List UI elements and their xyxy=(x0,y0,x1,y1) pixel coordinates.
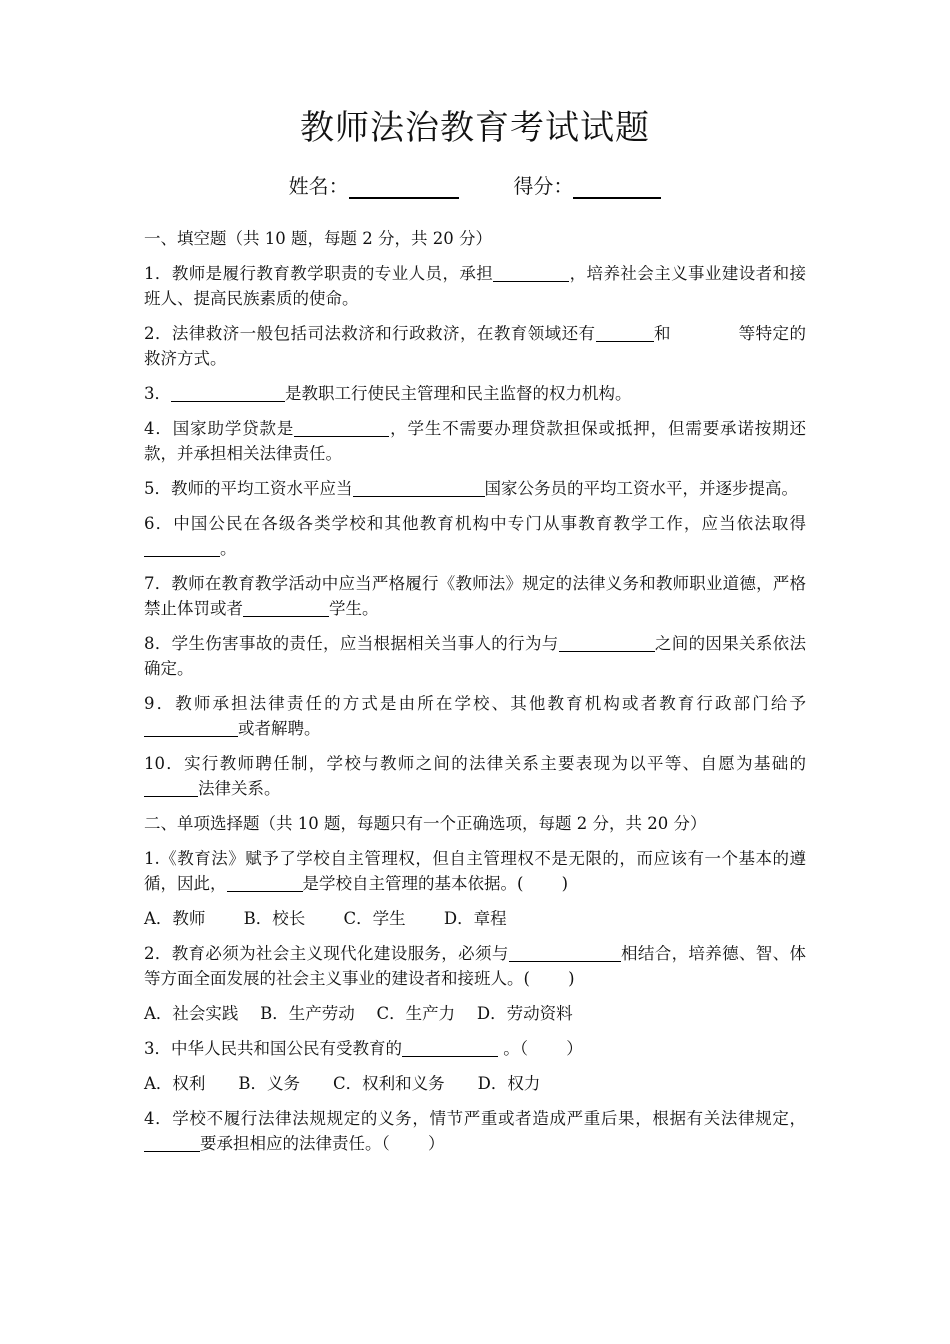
answer-blank[interactable] xyxy=(144,718,238,737)
score-blank[interactable] xyxy=(573,175,661,199)
question-text: 7．教师在教育教学活动中应当严格履行《教师法》规定的法律义务和教师职业道德，严格禁止体罚或者 xyxy=(144,574,806,618)
choice-options-1[interactable]: A．教师 B．校长 C．学生 D．章程 xyxy=(144,909,507,928)
question-text: 10．实行教师聘任制，学校与教师之间的法律关系主要表现为以平等、自愿为基础的 xyxy=(144,754,806,773)
section-heading-choice: 二、单项选择题（共 10 题，每题只有一个正确选项，每题 2 分，共 20 分） xyxy=(144,814,707,833)
question-text: ，学生不需要办理贷款担保或抵押，但需要承诺按期还款，并承担相关法律责任。 xyxy=(144,419,807,463)
fill-question-3 xyxy=(144,381,806,406)
fill-question-9 xyxy=(144,691,806,741)
question-text: 法律关系。 xyxy=(198,779,281,798)
answer-blank[interactable] xyxy=(402,1038,498,1057)
name-score-bar xyxy=(0,170,950,199)
answer-blank[interactable] xyxy=(596,323,654,342)
question-text: 是教职工行使民主管理和民主监督的权力机构。 xyxy=(285,384,632,403)
question-text: 相结合，培养德、智、体等方面全面发展的社会主义事业的建设者和接班人。( ) xyxy=(144,944,807,988)
answer-blank[interactable] xyxy=(294,418,389,437)
answer-blank[interactable] xyxy=(353,478,485,497)
question-text: 9．教师承担法律责任的方式是由所在学校、其他教育机构或者教育行政部门给予 xyxy=(144,694,806,713)
question-text: 2．法律救济一般包括司法救济和行政救济，在教育领域还有 xyxy=(144,324,596,343)
answer-blank[interactable] xyxy=(144,778,198,797)
choice-question-2 xyxy=(144,941,806,991)
question-text: 是学校自主管理的基本依据。( ) xyxy=(302,874,569,893)
question-text: 。（ ） xyxy=(498,1039,583,1058)
name-blank[interactable] xyxy=(349,175,459,199)
answer-blank[interactable] xyxy=(144,538,220,557)
answer-blank[interactable] xyxy=(144,1133,200,1152)
fill-question-5 xyxy=(144,476,806,501)
answer-blank[interactable] xyxy=(171,383,285,402)
score-label: 得分： xyxy=(513,174,574,198)
fill-question-7 xyxy=(144,571,806,621)
answer-blank[interactable] xyxy=(559,633,655,652)
choice-question-3 xyxy=(144,1036,806,1061)
answer-blank[interactable] xyxy=(509,943,621,962)
question-text: 国家公务员的平均工资水平，并逐步提高。 xyxy=(484,479,798,498)
answer-blank[interactable] xyxy=(227,873,303,892)
exam-content xyxy=(144,226,806,1166)
question-text: 3．中华人民共和国公民有受教育的 xyxy=(144,1039,402,1058)
question-text: 3． xyxy=(144,384,171,403)
fill-question-6 xyxy=(144,511,806,561)
question-text: 1.《教育法》赋予了学校自主管理权，但自主管理权不是无限的，而应该有一个基本的遵循，因此， xyxy=(144,849,806,893)
question-text: 或者解聘。 xyxy=(238,719,321,738)
question-text: 和 等特定的救济方式。 xyxy=(144,324,807,368)
fill-question-4 xyxy=(144,416,806,466)
fill-question-10 xyxy=(144,751,806,801)
name-label: 姓名： xyxy=(288,174,349,198)
answer-blank[interactable] xyxy=(243,598,329,617)
question-text: 学生。 xyxy=(329,599,379,618)
question-text: 之间的因果关系依法确定。 xyxy=(144,634,807,678)
question-text: 6．中国公民在各级各类学校和其他教育机构中专门从事教育教学工作，应当依法取得 xyxy=(144,514,806,533)
fill-question-1 xyxy=(144,261,806,311)
section-heading-fill: 一、填空题（共 10 题，每题 2 分，共 20 分） xyxy=(144,229,492,248)
exam-title: 教师法治教育考试试题 xyxy=(300,108,650,148)
choice-options-3[interactable]: A．权利 B．义务 C．权利和义务 D．权力 xyxy=(144,1074,541,1093)
question-text: 1．教师是履行教育教学职责的专业人员，承担 xyxy=(144,264,494,283)
question-text: 5．教师的平均工资水平应当 xyxy=(144,479,353,498)
choice-question-1 xyxy=(144,846,806,896)
question-text: 4．国家助学贷款是 xyxy=(144,419,295,438)
fill-question-2 xyxy=(144,321,806,371)
question-text: 4．学校不履行法律法规规定的义务，情节严重或者造成严重后果，根据有关法律规定， xyxy=(144,1109,806,1128)
question-text: 要承担相应的法律责任。（ ） xyxy=(200,1134,445,1153)
answer-blank[interactable] xyxy=(493,263,569,282)
fill-question-8 xyxy=(144,631,806,681)
question-text: 2．教育必须为社会主义现代化建设服务，必须与 xyxy=(144,944,509,963)
question-text: 。 xyxy=(220,539,237,558)
question-text: ，培养社会主义事业建设者和接班人、提高民族素质的使命。 xyxy=(144,264,807,308)
choice-options-2[interactable]: A．社会实践 B．生产劳动 C．生产力 D．劳动资料 xyxy=(144,1004,573,1023)
choice-question-4 xyxy=(144,1106,806,1156)
question-text: 8．学生伤害事故的责任，应当根据相关当事人的行为与 xyxy=(144,634,559,653)
